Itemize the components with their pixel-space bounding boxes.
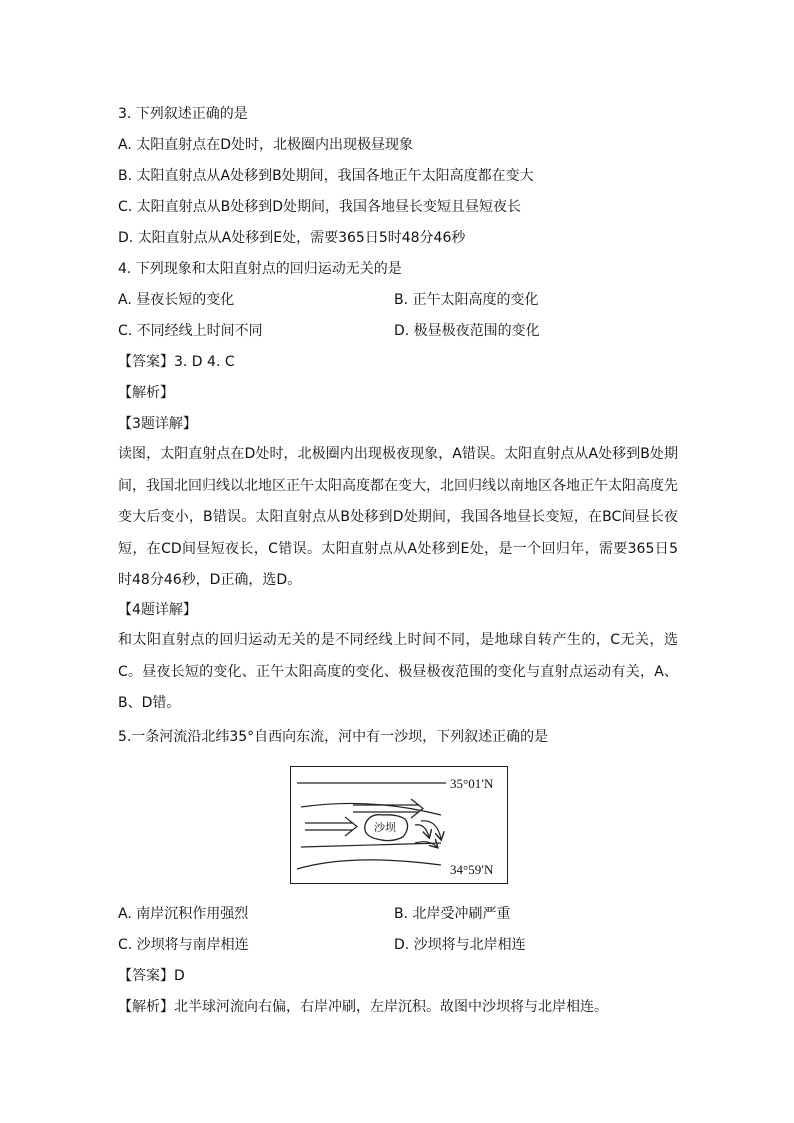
river-diagram-svg (291, 767, 509, 885)
answer-5: 【答案】D (118, 968, 185, 984)
q4-option-c: C. 不同经线上时间不同 (118, 323, 263, 339)
q4-stem: 4. 下列现象和太阳直射点的回归运动无关的是 (118, 261, 402, 277)
analysis-label: 【解析】 (118, 385, 174, 401)
south-bank-line (297, 860, 441, 869)
q3-option-c: C. 太阳直射点从B处移到D处期间，我国各地昼长变短且昼短夜长 (118, 199, 522, 215)
q4-detail-label: 【4题详解】 (118, 602, 197, 618)
curve-arrow-3 (415, 842, 437, 847)
north-latitude-label: 35°01′N (450, 776, 494, 791)
q4-detail-text: 和太阳直射点的回归运动无关的是不同经线上时间不同，是地球自转产生的，C无关，选C。昼夜长短的变化、正午太阳高度的变化、极昼极夜范围的变化与直射点运动有关，A、B、D错。 (118, 632, 678, 711)
south-latitude-label: 34°59′N (450, 862, 494, 877)
q3-detail-label: 【3题详解】 (118, 416, 197, 432)
q4-option-a: A. 昼夜长短的变化 (118, 292, 235, 308)
q3-stem: 3. 下列叙述正确的是 (118, 106, 248, 122)
flow-arrow-left (305, 817, 357, 836)
curve-arrow-1 (415, 825, 429, 837)
answer-3-4: 【答案】3. D 4. C (118, 354, 235, 370)
q5-option-b: B. 北岸受冲刷严重 (394, 906, 511, 922)
flow-line-lower (301, 843, 441, 847)
q4-option-b: B. 正午太阳高度的变化 (394, 292, 539, 308)
q5-option-a: A. 南岸沉积作用强烈 (118, 906, 249, 922)
q3-option-a: A. 太阳直射点在D处时，北极圈内出现极昼现象 (118, 137, 414, 153)
q4-option-d: D. 极昼极夜范围的变化 (394, 323, 540, 339)
q5-option-c: C. 沙坝将与南岸相连 (118, 937, 249, 953)
river-sandbar-diagram (290, 766, 508, 884)
sandbar-label: 沙坝 (374, 821, 396, 834)
q3-detail-text: 读图，太阳直射点在D处时，北极圈内出现极夜现象，A错误。太阳直射点从A处移到B处期间，我国北回归线以北地区正午太阳高度都在变大，北回归线以南地区各地正午太阳高度先变大后变小，B错误。太阳直射点从B处移到D处期间，我国各地昼长变短，在BC间昼长夜短，在CD间昼短夜长，C错误。太阳直射点从A处移到E处，是一个回归年，需要365日5时48分46秒，D正确，选D。 (118, 446, 678, 588)
q3-option-d: D. 太阳直射点从A处移到E处，需要365日5时48分46秒 (118, 230, 466, 246)
q3-option-b: B. 太阳直射点从A处移到B处期间，我国各地正午太阳高度都在变大 (118, 168, 534, 184)
analysis-5: 【解析】北半球河流向右偏，右岸冲刷，左岸沉积。故图中沙坝将与北岸相连。 (118, 999, 608, 1015)
curve-arrow-2 (421, 821, 441, 839)
q5-stem: 5.一条河流沿北纬35°自西向东流，河中有一沙坝，下列叙述正确的是 (118, 729, 549, 745)
q5-option-d: D. 沙坝将与北岸相连 (394, 937, 526, 953)
